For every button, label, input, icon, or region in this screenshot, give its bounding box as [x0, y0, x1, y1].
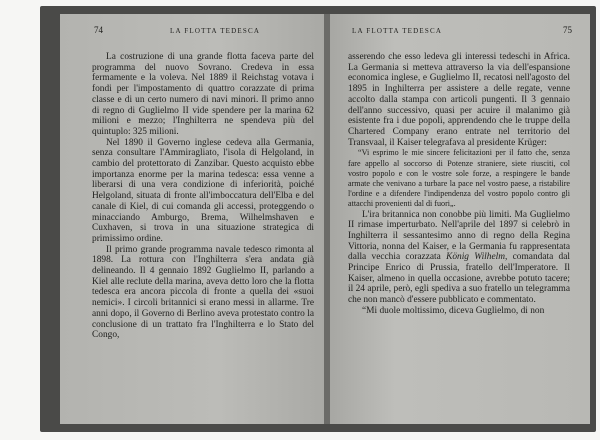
- left-page: [60, 14, 324, 424]
- page-body: [348, 52, 570, 317]
- paragraph: “Mi duole moltissimo, diceva Guglielmo, di non: [362, 305, 545, 316]
- running-head: LA FLOTTA TEDESCA: [170, 27, 261, 35]
- open-book: [40, 6, 596, 432]
- page-number: 74: [94, 25, 103, 35]
- page-number: 75: [563, 25, 572, 35]
- text-run: L'ira britannica non conobbe più limiti. Ma Guglielmo II rimase imperturbato. Nell'aprile del 1897 si celebrò in Inghilterra il sessantesimo anno di regno della Regina Vittoria, nonna del Kaiser, e la Germania fu rappresentata dalla vecchia corazzata: [348, 209, 570, 263]
- paragraph: Il primo grande programma navale tedesco rimonta al 1898. La rottura con l'Inghilterra s'era andata già delineando. Il 4 gennaio 1892 Guglielmo II, parlando a Kiel alle reclute della marina, aveva detto loro che la flotta tedesca era ancora piccola di fronte a quella dei «suoi nemici». I circoli britannici si erano messi in allarme. Tre anni dopo, il Governo di Berlino aveva protestato contro la conclusione di un trattato fra l'Inghilterra e lo Stato del Congo,: [92, 244, 314, 341]
- quotation: “Vi esprimo le mie sincere felicitazioni per il fatto che, senza fare appello al soccorso di Potenze straniere, siete riusciti, col vostro popolo e con le vostre sole forze, a respingere le bande armate che venivano a turbare la pace nel vostro paese, a ristabilire l'ordine e a difendere l'indipendenza del vostro popolo contro gli attacchi provenienti dal di fuori„.: [348, 148, 570, 209]
- paragraph: La costruzione di una grande flotta faceva parte del programma del nuovo Sovrano. Credeva in essa fermamente e la voleva. Nel 1889 il Reichstag votava i fondi per l'impostamento di quattro corazzate di prima classe e di un certo numero di navi minori. Il primo anno di regno di Guglielmo II vide spendere per la marina 62 milioni e mezzo; l'Inghilterra ne spendeva più del quintuplo: 325 milioni.: [92, 52, 314, 137]
- ship-name: König Wilhelm: [446, 252, 506, 263]
- right-page: [330, 14, 590, 424]
- running-head: LA FLOTTA TEDESCA: [352, 27, 443, 35]
- paragraph: asserendo che esso ledeva gli interessi tedeschi in Africa. La Germania si metteva attraverso la via dell'espansione economica inglese, e Guglielmo II, recatosi nell'agosto del 1895 in Inghilterra per assistere a delle regate, venne accolto dalla stampa con articoli pungenti. Il 3 gennaio dell'anno successivo, quasi per acuire il malanimo già esistente fra i due popoli, apprendendo che le truppe della Chartered Company erano entrate nel territorio del Transvaal, il Kaiser telegrafava al presidente Krüger:: [348, 52, 570, 148]
- paragraph: [348, 210, 570, 306]
- page-body: [92, 52, 314, 341]
- paragraph: Nel 1890 il Governo inglese cedeva alla Germania, senza consultare l'Ammiragliato, l'isola di Helgoland, in cambio del protettorato di Zanzibar. Questo acquisto ebbe importanza enorme per la marina tedesca: essa venne a liberarsi di una vera condizione di inferiorità, poiché Helgoland, situata di fronte all'imboccatura dell'Elba e del canale di Kiel, di cui comanda gli accessi, proteggendo o minacciando Amburgo, Brema, Wilhelmshaven e Cuxhaven, si trova in una situazione strategica di primissimo ordine.: [92, 137, 314, 244]
- text-run: , comandata dal Principe Enrico di Prussia, fratello dell'Imperatore. Il Kaiser, almeno in quella occasione, avrebbe potuto tacere; il 24 aprile, però, egli spediva a suo fratello un telegramma che non mancò d'essere pubblicato e commentato.: [348, 252, 570, 306]
